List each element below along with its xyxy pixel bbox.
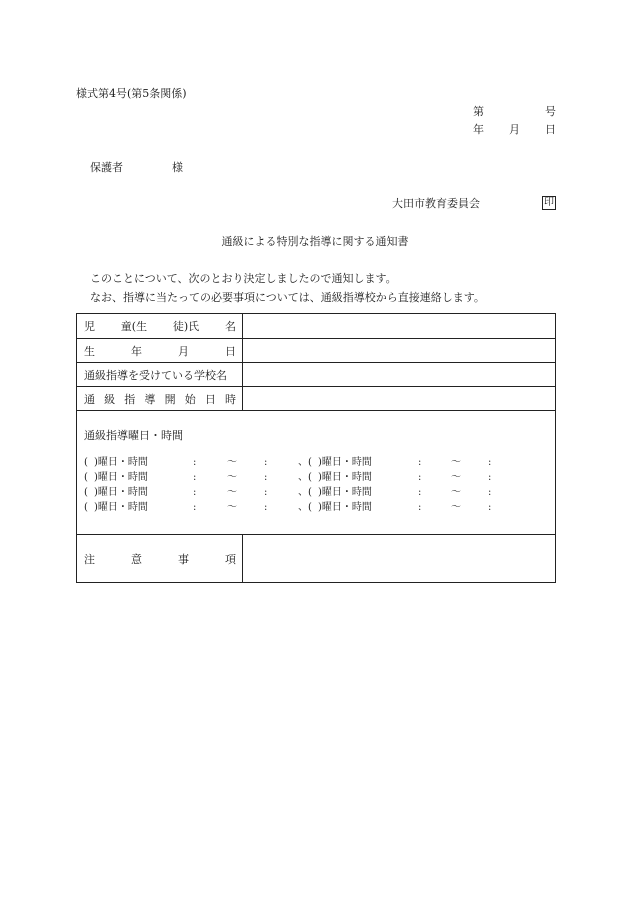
start-date-field[interactable] [243, 387, 555, 410]
notes-field[interactable] [243, 535, 555, 582]
schedule-day-time-label: )曜日・時間 [318, 457, 372, 468]
school-name-label: 通級指導を受けている学校名 [77, 363, 243, 386]
doc-number-prefix: 第 [473, 105, 484, 118]
student-name-row [77, 314, 555, 338]
birthdate-label [77, 339, 243, 362]
schedule-separator: 、 [298, 457, 308, 468]
document-date [473, 124, 556, 135]
label-char: 年 [131, 344, 142, 358]
schedule-paren-open: ( [308, 472, 312, 483]
schedule-section [77, 410, 555, 534]
schedule-heading: 通級指導曜日・時間 [84, 429, 183, 442]
schedule-tilde: 〜 [227, 487, 237, 498]
schedule-colon: : [193, 487, 197, 498]
seal-mark: 印 [544, 197, 554, 208]
schedule-tilde: 〜 [451, 472, 461, 483]
schedule-paren-open: ( [308, 487, 312, 498]
label-char: 月 [178, 344, 189, 358]
addressee-honorific: 様 [172, 161, 183, 174]
schedule-colon: : [418, 487, 422, 498]
label-char: 児 [84, 320, 95, 333]
schedule-paren-open: ( [308, 457, 312, 468]
label-char: 始 [184, 392, 196, 406]
schedule-paren-open: ( [84, 472, 88, 483]
notes-label [77, 535, 243, 582]
schedule-colon: : [264, 457, 268, 468]
schedule-tilde: 〜 [227, 457, 237, 468]
schedule-colon: : [264, 472, 268, 483]
notice-table [76, 313, 556, 583]
school-name-row [77, 362, 555, 386]
label-char: 時 [224, 392, 236, 406]
label-char: 指 [124, 392, 136, 406]
schedule-paren-open: ( [84, 502, 88, 513]
label-char: 通 [84, 392, 95, 406]
schedule-day-time-label: )曜日・時間 [318, 472, 372, 483]
student-name-label [77, 314, 243, 338]
schedule-separator: 、 [298, 472, 308, 483]
schedule-tilde: 〜 [451, 457, 461, 468]
schedule-colon: : [488, 457, 492, 468]
birthdate-row [77, 338, 555, 362]
schedule-colon: : [488, 502, 492, 513]
label-char: 注 [84, 552, 95, 566]
schedule-paren-open: ( [84, 457, 88, 468]
label-char: 日 [204, 392, 216, 406]
date-month: 月 [509, 123, 520, 136]
schedule-colon: : [264, 502, 268, 513]
schedule-colon: : [193, 502, 197, 513]
schedule-day-time-label: )曜日・時間 [94, 487, 148, 498]
schedule-paren-open: ( [84, 487, 88, 498]
schedule-day-time-label: )曜日・時間 [94, 457, 148, 468]
date-year: 年 [473, 123, 484, 136]
body-line-2: なお、指導に当たっての必要事項については、通級指導校から直接連絡します。 [90, 291, 485, 304]
doc-number-suffix: 号 [545, 105, 556, 118]
start-date-label [77, 387, 243, 410]
label-char: 童(生 [120, 320, 148, 333]
label-char: 開 [164, 392, 176, 406]
schedule-tilde: 〜 [227, 502, 237, 513]
label-char: 生 [84, 344, 95, 358]
label-char: 項 [225, 552, 236, 566]
student-name-field[interactable] [243, 314, 555, 338]
label-char: 日 [225, 344, 236, 358]
school-name-field[interactable] [243, 363, 555, 386]
schedule-tilde: 〜 [227, 472, 237, 483]
label-char: 事 [178, 552, 189, 566]
schedule-separator: 、 [298, 487, 308, 498]
schedule-day-time-label: )曜日・時間 [318, 487, 372, 498]
birthdate-field[interactable] [243, 339, 555, 362]
schedule-colon: : [418, 502, 422, 513]
form-number: 様式第4号(第5条関係) [76, 87, 187, 100]
schedule-colon: : [418, 457, 422, 468]
body-line-1: このことについて、次のとおり決定しましたので通知します。 [90, 272, 397, 285]
label-char: 意 [131, 552, 142, 566]
document-title: 通級による特別な指導に関する通知書 [221, 235, 409, 248]
label-char: 名 [224, 320, 236, 333]
schedule-colon: : [488, 472, 492, 483]
schedule-paren-open: ( [308, 502, 312, 513]
schedule-colon: : [193, 457, 197, 468]
start-date-row [77, 386, 555, 410]
notes-row [77, 534, 555, 582]
document-number [473, 106, 556, 117]
schedule-colon: : [418, 472, 422, 483]
schedule-colon: : [193, 472, 197, 483]
schedule-colon: : [488, 487, 492, 498]
label-char: 導 [144, 392, 156, 406]
addressee-label: 保護者 [90, 161, 123, 174]
schedule-day-time-label: )曜日・時間 [94, 472, 148, 483]
date-day: 日 [545, 123, 556, 136]
schedule-tilde: 〜 [451, 502, 461, 513]
schedule-tilde: 〜 [451, 487, 461, 498]
schedule-day-time-label: )曜日・時間 [94, 502, 148, 513]
label-char: 徒)氏 [172, 320, 200, 333]
schedule-separator: 、 [298, 502, 308, 513]
issuer-name: 大田市教育委員会 [392, 197, 480, 210]
schedule-colon: : [264, 487, 268, 498]
schedule-day-time-label: )曜日・時間 [318, 502, 372, 513]
label-char: 級 [104, 392, 116, 406]
